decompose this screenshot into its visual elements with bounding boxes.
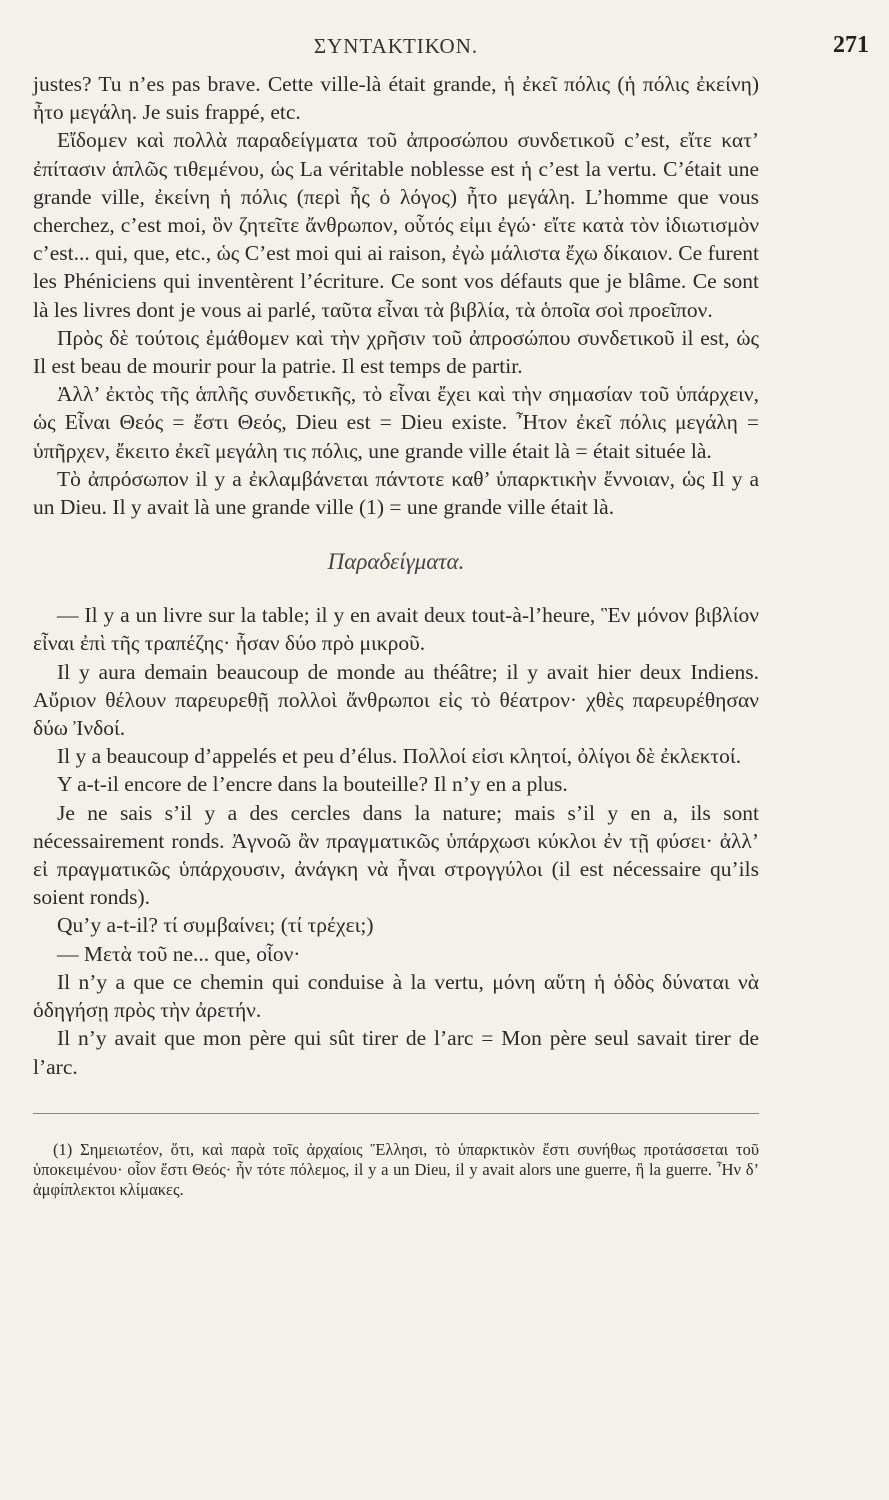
page-header	[33, 32, 869, 70]
example-paragraph: Il y aura demain beaucoup de monde au théâtre; il y avait hier deux Indiens. Αὔριον θέλουν παρευρεθῇ πολλοὶ ἄνθρωποι εἰς τὸ θέατρον· χθὲς παρευρέθησαν δύω Ἰνδοί.	[33, 659, 759, 741]
example-paragraph: Il n’y a que ce chemin qui conduise à la vertu, μόνη αὕτη ἡ ὁδὸς δύναται νὰ ὁδηγήσῃ πρὸς τὴν ἀρετήν.	[33, 969, 759, 1023]
example-paragraph: Il y a beaucoup d’appelés et peu d’élus. Πολλοί εἰσι κλητοί, ὀλίγοι δὲ ἐκλεκτοί.	[57, 744, 742, 769]
example-paragraph: Il n’y avait que mon père qui sût tirer de l’arc = Mon père seul savait tirer de l’arc.	[33, 1026, 759, 1079]
examples-text	[33, 601, 759, 1080]
paragraph: Πρὸς δὲ τούτοις ἐμάθομεν καὶ τὴν χρῆσιν τοῦ ἀπροσώπου συνδετικοῦ il est, ὡς Il est beau de mourir pour la patrie. Il est temps de partir.	[33, 325, 759, 379]
example-paragraph: Y a-t-il encore de l’encre dans la bouteille? Il n’y en a plus.	[57, 772, 568, 797]
main-text	[33, 70, 759, 521]
example-paragraph: — Il y a un livre sur la table; il y en avait deux tout-à-l’heure, Ἓν μόνον βιβλίον εἶναι ἐπὶ τῆς τραπέζης· ἦσαν δύο πρὸ μικροῦ.	[33, 603, 759, 656]
example-paragraph: — Μετὰ τοῦ ne... que, οἷον·	[57, 941, 301, 966]
footnote-divider	[33, 1113, 759, 1114]
paragraph: justes? Tu n’es pas brave. Cette ville-là était grande, ἡ ἐκεῖ πόλις (ἡ πόλις ἐκείνη) ἦτο μεγάλη. Je suis frappé, etc.	[33, 72, 759, 125]
section-title: Παραδείγματα.	[327, 549, 465, 575]
example-paragraph: Qu’y a-t-il? τί συμβαίνει; (τί τρέχει;)	[57, 913, 374, 938]
paragraph: Ἀλλ’ ἐκτὸς τῆς ἁπλῆς συνδετικῆς, τὸ εἶναι ἔχει καὶ τὴν σημασίαν τοῦ ὑπάρχειν, ὡς Εἶναι Θεός = ἔστι Θεός, Dieu est = Dieu existe. Ἦτον ἐκεῖ πόλις μεγάλη = ὑπῆρχεν, ἔκειτο ἐκεῖ μεγάλη τις πόλις, une grande ville était là = était située là.	[33, 382, 759, 463]
paragraph: Εἴδομεν καὶ πολλὰ παραδείγματα τοῦ ἀπροσώπου συνδετικοῦ c’est, εἴτε κατ’ ἐπίτασιν ἁπλῶς τιθεμένου, ὡς La véritable noblesse est ἡ c’est la vertu. C’était une grande ville, ἐκείνη ἡ πόλις (περὶ ἧς ὁ λόγος) ἦτο μεγάλη. L’homme que vous cherchez, c’est moi, ὃν ζητεῖτε ἄνθρωπον, οὗτός εἰμι ἐγώ· εἴτε κατὰ τὸν ἰδιωτισμὸν c’est... qui, que, etc., ὡς C’est moi qui ai raison, ἐγὼ μάλιστα ἔχω δίκαιον. Ce furent les Phéniciens qui inventèrent l’écriture. Ce sont vos défauts que je blâme. Ce sont là les livres dont je vous ai parlé, ταῦτα εἶναι τὰ βιβλία, τὰ ὁποῖα σοὶ προεῖπον.	[33, 128, 759, 322]
paragraph: Τὸ ἀπρόσωπον il y a ἐκλαμβάνεται πάντοτε καθ’ ὑπαρκτικὴν ἔννοιαν, ὡς Il y a un Dieu. Il y avait là une grande ville (1) = une grande ville était là.	[33, 466, 759, 520]
example-paragraph: Je ne sais s’il y a des cercles dans la nature; mais s’il y en a, ils sont nécessairement ronds. Ἀγνοῶ ἂν πραγματικῶς ὑπάρχωσι κύκλοι ἐν τῇ φύσει· ἀλλ’ εἰ πραγματικῶς ὑπάρχουσιν, ἀνάγκη νὰ ἦναι στρογγύλοι (il est nécessaire qu’ils soient ronds).	[33, 800, 759, 910]
page-number: 271	[833, 32, 869, 58]
footnote: (1) Σημειωτέον, ὅτι, καὶ παρὰ τοῖς ἀρχαίοις Ἕλλησι, τὸ ὑπαρκτικὸν ἔστι συνήθως προτάσσεται τοῦ ὑποκειμένου· οἷον ἔστι Θεός· ἦν τότε πόλεμος, il y a un Dieu, il y avait alors une guerre, ἢ la guerre. Ἦν δ’ ἀμφίπλεκτοι κλίμακες.	[33, 1139, 759, 1199]
running-title: ΣΥΝΤΑΚΤΙΚΟΝ.	[313, 34, 479, 58]
